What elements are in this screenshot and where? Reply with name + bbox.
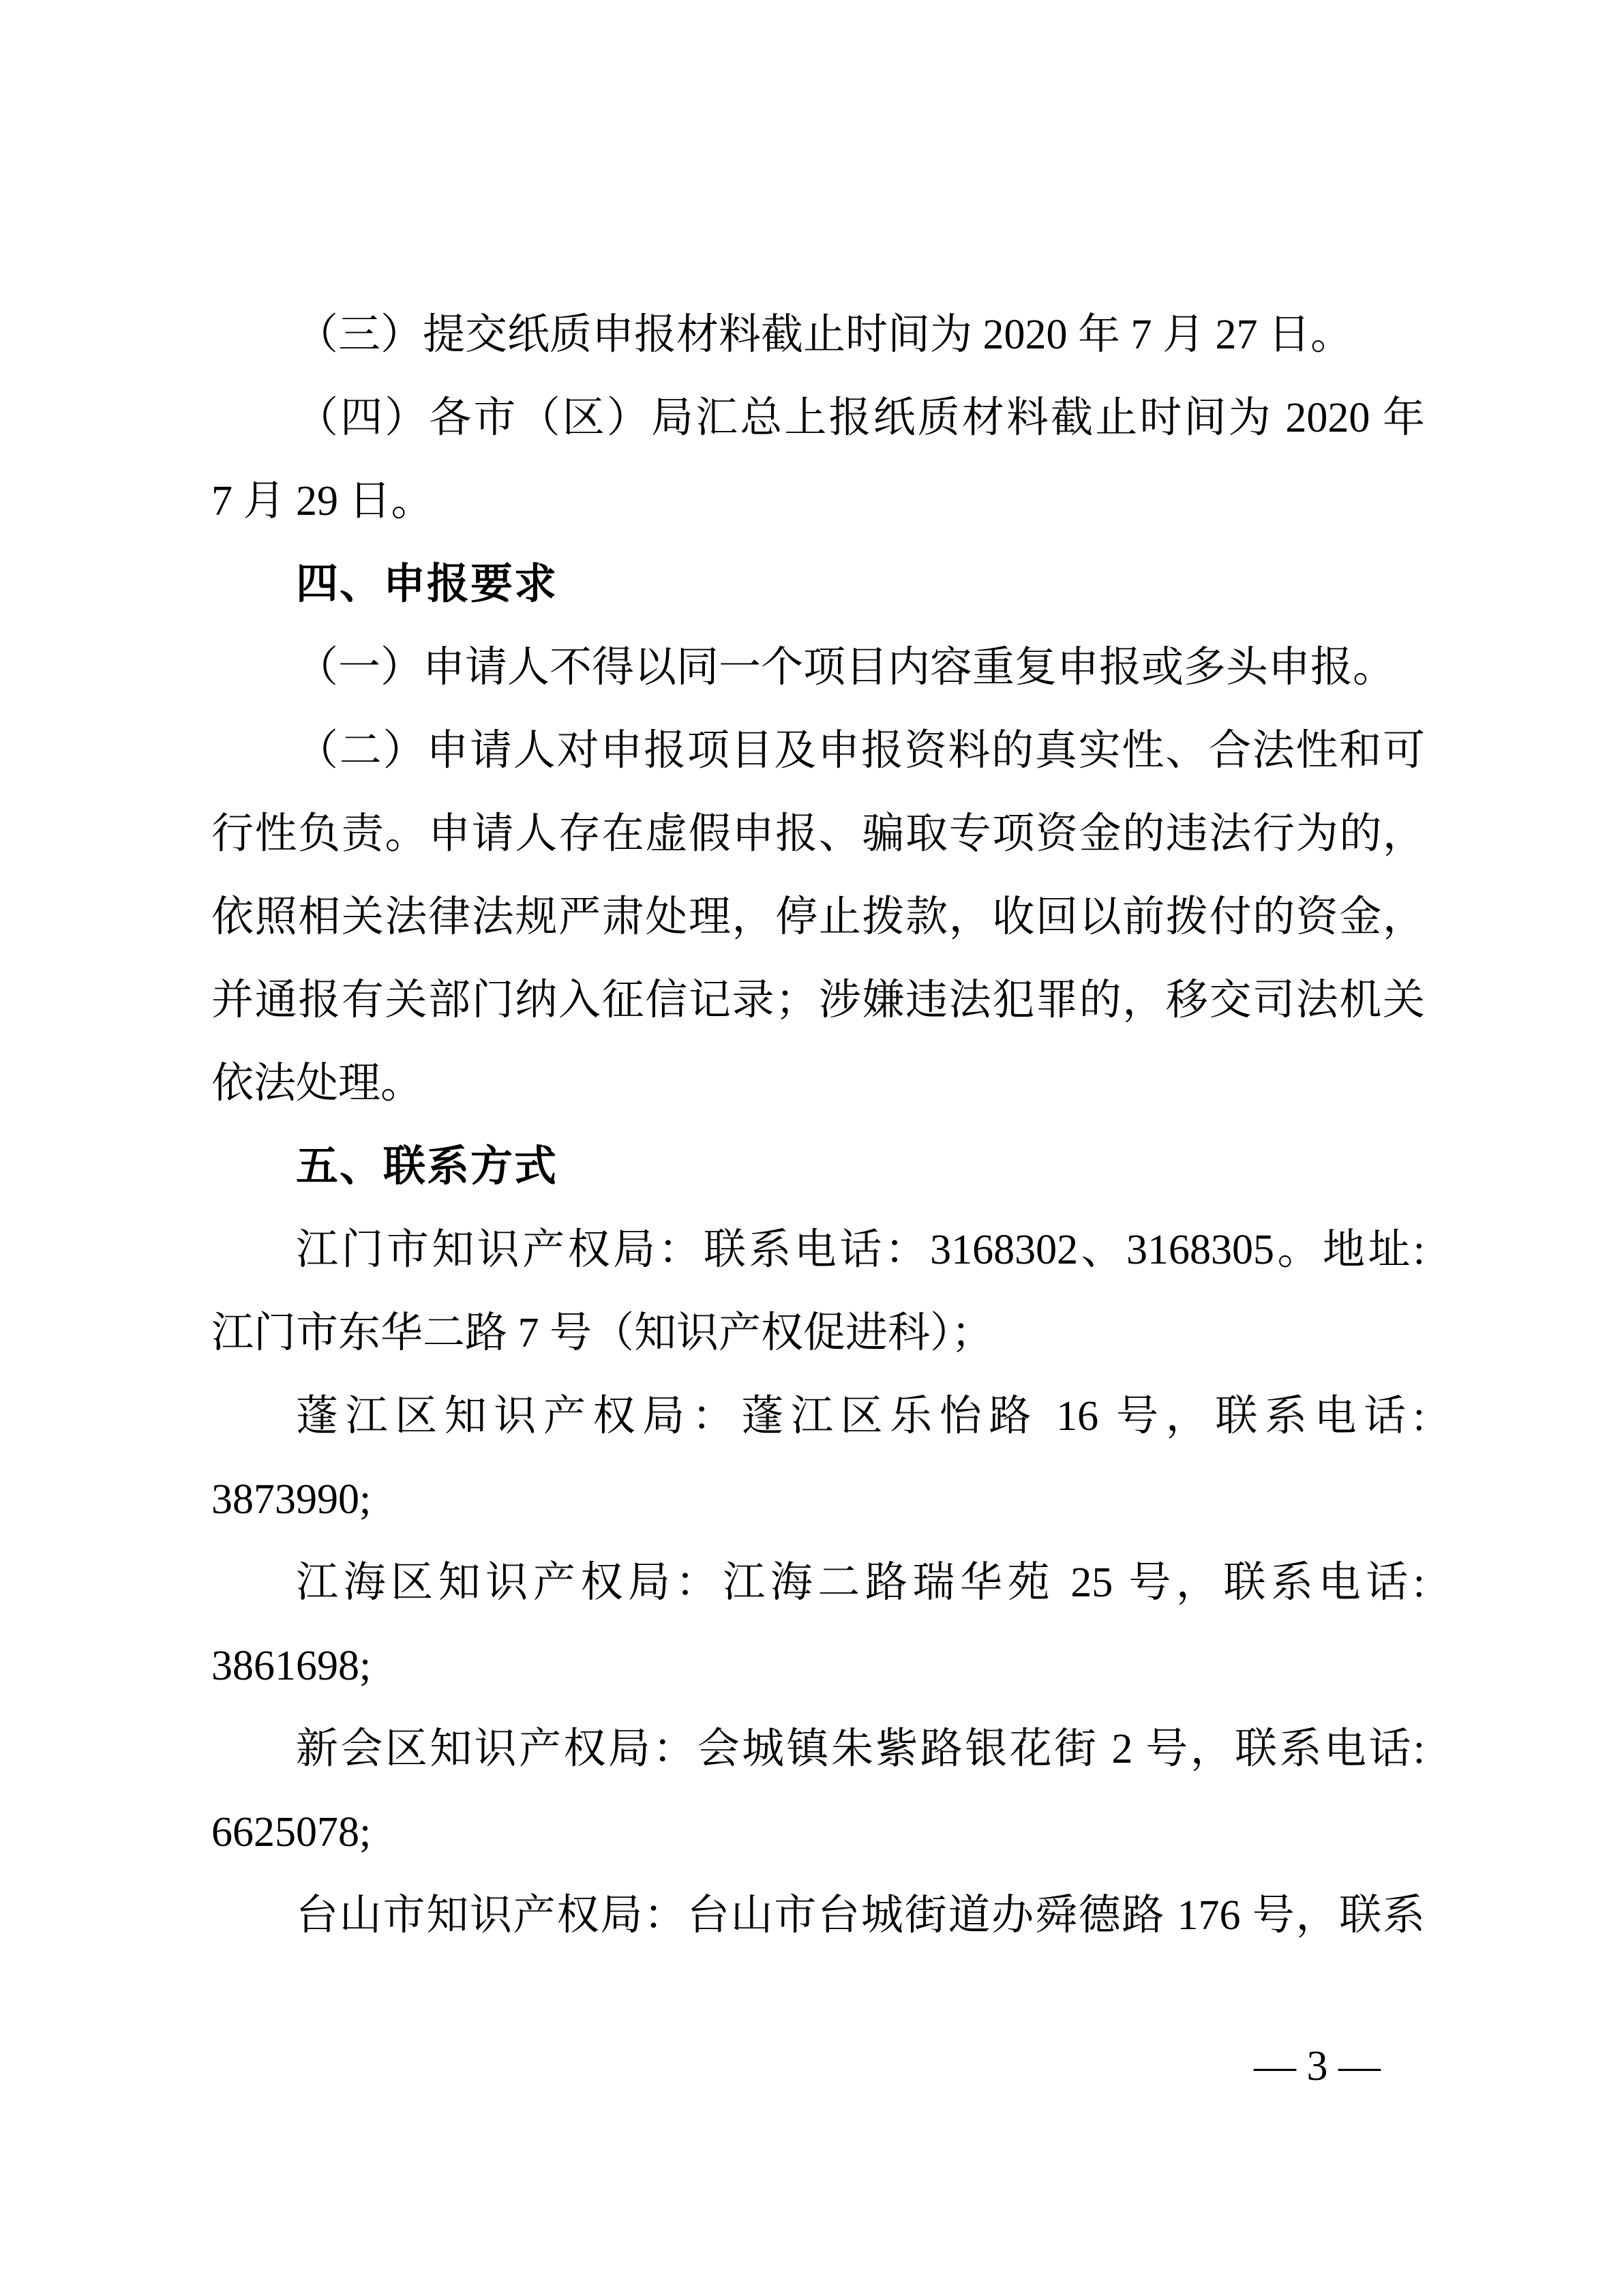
- text-line: 依照相关法律法规严肃处理，停止拨款，收回以前拨付的资金，: [211, 894, 1425, 940]
- section-heading-5: 五、联系方式: [296, 1143, 558, 1190]
- document-body: [211, 293, 1425, 1957]
- text-line-contact: 蓬江区知识产权局：蓬江区乐怡路 16 号，联系电话:: [296, 1393, 1425, 1440]
- text-line-contact: 新会区知识产权局：会城镇朱紫路银花街 2 号，联系电话:: [296, 1726, 1425, 1772]
- text-line: 依法处理。: [211, 1060, 423, 1107]
- section-heading-4: 四、申报要求: [296, 561, 558, 608]
- text-line-phone: 3873990;: [211, 1476, 372, 1523]
- text-line-contact: 江门市知识产权局：联系电话：3168302、3168305。地址:: [296, 1227, 1425, 1273]
- text-line-phone: 6625078;: [211, 1809, 372, 1855]
- text-line-phone: 3861698;: [211, 1643, 372, 1689]
- text-line-contact: 江门市东华二路 7 号（知识产权促进科）；: [211, 1310, 994, 1356]
- text-line-contact: 台山市知识产权局：台山市台城街道办舜德路 176 号，联系: [296, 1892, 1425, 1939]
- text-line: （四）各市（区）局汇总上报纸质材料截止时间为 2020 年: [296, 395, 1425, 441]
- text-line: （三）提交纸质申报材料截止时间为 2020 年 7 月 27 日。: [296, 312, 1353, 358]
- page-number: — 3 —: [1254, 2043, 1381, 2089]
- text-line: 7 月 29 日。: [211, 478, 434, 524]
- text-line: （二）申请人对申报项目及申报资料的真实性、合法性和可: [296, 728, 1425, 774]
- text-line: （一）申请人不得以同一个项目内容重复申报或多头申报。: [296, 644, 1396, 691]
- text-line: 并通报有关部门纳入征信记录；涉嫌违法犯罪的，移交司法机关: [211, 977, 1425, 1024]
- text-line-contact: 江海区知识产权局：江海二路瑞华苑 25 号，联系电话:: [296, 1560, 1425, 1606]
- text-line: 行性负责。申请人存在虚假申报、骗取专项资金的违法行为的，: [211, 811, 1425, 857]
